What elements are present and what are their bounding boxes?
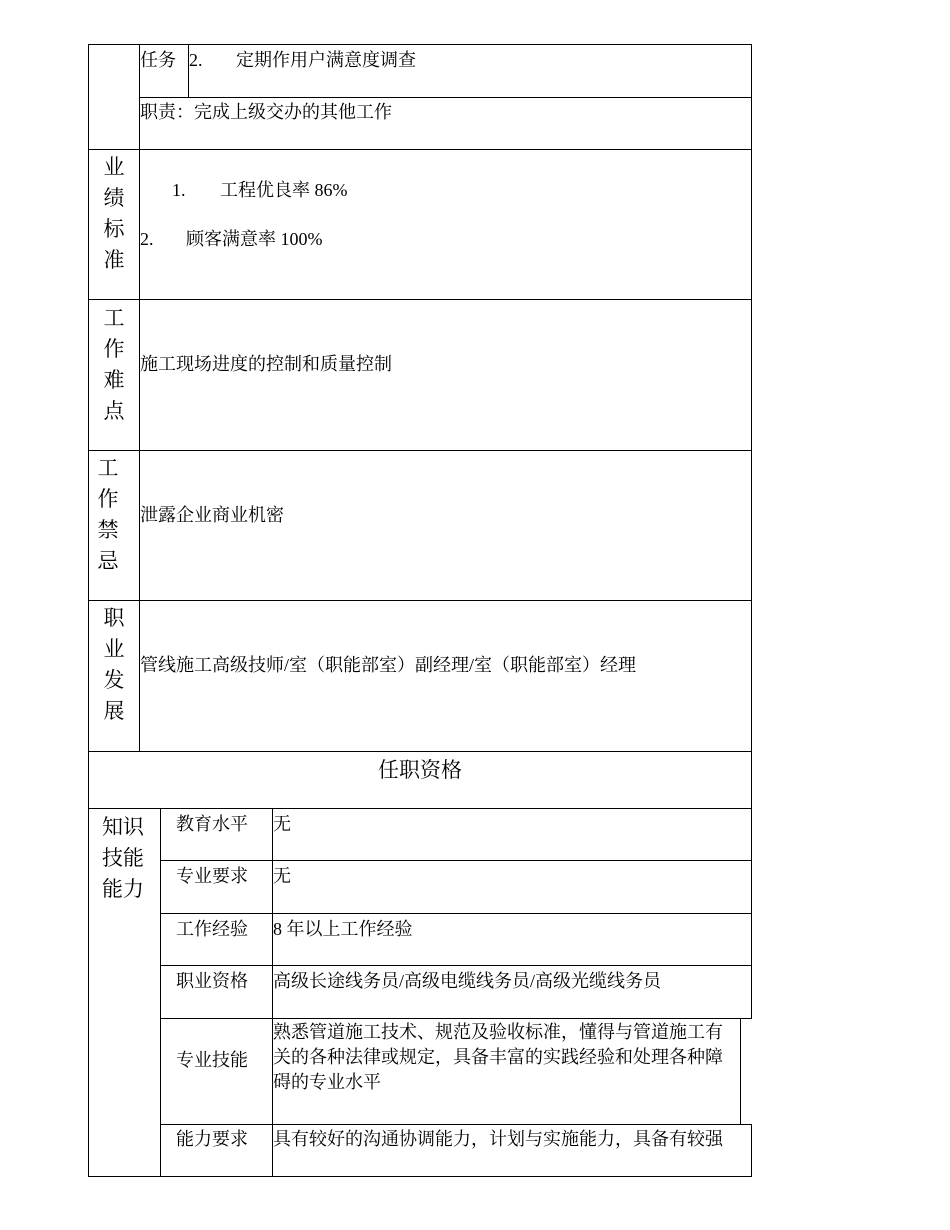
performance-item-1-text: 工程优良率 86% [220,180,348,200]
performance-label: 业绩标准 [103,155,125,272]
qual-row-label: 专业要求 [176,866,248,886]
difficulty-label: 工作难点 [103,306,125,423]
task-text: 定期作用户满意度调查 [236,50,416,70]
row-line-difficulty [88,450,752,451]
row-line-task [139,97,752,98]
task-number: 2. [189,50,203,70]
performance-item-2-text: 顾客满意率 100% [186,229,323,249]
row-line-qual-header [88,808,752,809]
qual-row-value: 无 [273,814,291,834]
row-line-performance [88,299,752,300]
qual-row-label: 教育水平 [176,814,248,834]
performance-item-2-number: 2. [140,229,154,249]
label-column-divider [139,44,140,752]
table-border-left [88,44,89,1177]
qual-row-label: 职业资格 [176,971,248,991]
qualifications-header: 任职资格 [378,758,462,782]
qual-row-label: 专业技能 [176,1050,248,1070]
duty-text: 职责：完成上级交办的其他工作 [140,102,392,122]
row-line-education [160,860,752,861]
career-text: 管线施工高级技师/室（职能部室）副经理/室（职能部室）经理 [140,655,636,675]
qual-row-value: 无 [273,866,291,886]
table-border-right-upper [751,44,752,1018]
row-line-bottom [88,1176,752,1177]
row-line-career [88,751,752,752]
qual-row-value: 熟悉管道施工技术、规范及验收标准，懂得与管道施工有关的各种法律或规定，具备丰富的实践经验和处理各种障碍的专业水平 [273,1022,723,1092]
row-line-top [88,44,752,45]
row-line-taboo [88,600,752,601]
taboo-text: 泄露企业商业机密 [140,505,284,525]
task-label: 任务 [140,50,176,70]
table-border-right-mid [740,1018,741,1124]
taboo-label: 工作禁忌 [97,456,119,573]
career-label: 职业发展 [103,606,125,723]
qual-label-divider [272,808,273,1177]
difficulty-text: 施工现场进度的控制和质量控制 [140,354,392,374]
qual-row-label: 能力要求 [176,1129,248,1149]
qual-row-label: 工作经验 [176,919,248,939]
qual-side-divider [160,808,161,1177]
row-line-experience [160,965,752,966]
qual-row-value: 具有较好的沟通协调能力，计划与实施能力，具备有较强 [273,1129,723,1149]
performance-item-1-number: 1. [172,180,186,200]
qualifications-side-label: 知识技能能力 [102,815,144,901]
row-line-certification [160,1018,752,1019]
table-border-right-lower [751,1124,752,1177]
row-line-skills [160,1124,752,1125]
row-line-duty [88,149,752,150]
row-line-major [160,913,752,914]
qual-row-value: 8 年以上工作经验 [273,919,413,939]
qual-row-value: 高级长途线务员/高级电缆线务员/高级光缆线务员 [273,971,661,991]
